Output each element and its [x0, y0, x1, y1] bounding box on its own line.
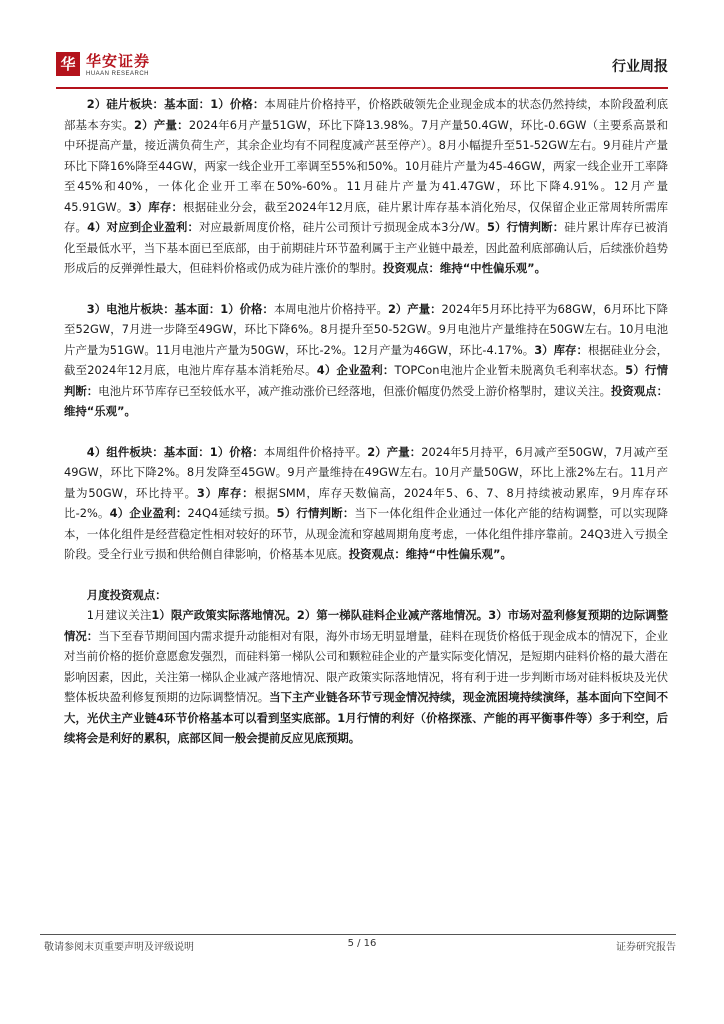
- text-run: TOPCon电池片企业暂未脱离负毛利率状态。: [394, 363, 626, 377]
- huaan-logo-icon: 华: [56, 52, 80, 76]
- bold-text-run: 投资观点：维持“乐观”。: [64, 383, 668, 418]
- bold-text-run: 投资观点：维持“中性偏乐观”。: [348, 547, 512, 561]
- bold-text-run: 2）产量：: [367, 444, 422, 459]
- paragraph-module: [64, 442, 668, 565]
- text-run: 对应最新周度价格，硅片公司预计亏损现金成本3分/W。: [198, 220, 487, 234]
- bold-text-run: 5）行情判断：: [64, 363, 668, 398]
- paragraph-cell: [64, 299, 668, 422]
- text-run: 1月建议关注: [86, 608, 152, 622]
- bold-text-run: 5）行情判断：: [276, 506, 355, 520]
- text-run: 根据硅业分会，截至2024年12月底，硅片累计库存基本消化殆尽，仅保留企业正常周转所需库存。: [64, 199, 668, 234]
- bold-text-run: 3）库存：: [128, 199, 184, 214]
- footer-divider: [40, 934, 676, 935]
- text-run: 2024年5月持平，6月减产至50GW，7月减产至49GW，环比下降2%。8月发降至45GW。9月产量维持在49GW左右。10月产量50GW，环比上涨2%左右。11月产量为50GW，环比持平。: [64, 444, 668, 500]
- text-run: 当下一体化组件企业通过一体化产能的结构调整，可以实现降本，一体化组件是经营稳定性相对较好的环节，从现金流和穿越周期角度考虑，一体化组件排序靠前。24Q3进入亏损全阶段。受全行业亏损和供给侧自律影响，价格基本见底。: [64, 506, 668, 561]
- report-body: [64, 94, 668, 749]
- page-header: [56, 52, 668, 88]
- text-run: 本周电池片价格持平。: [273, 301, 388, 316]
- text-run: 根据SMM，库存天数偏高，2024年5、6、7、8月持续被动累库，9月库存环比-2%。: [64, 485, 668, 520]
- text-run: 电池片环节库存已至较低水平，减产推动涨价已经落地，但涨价幅度仍然受上游价格掣肘，建议关注。: [98, 383, 611, 398]
- bold-text-run: 4）对应到企业盈利：: [87, 220, 199, 234]
- report-type-label: 行业周报: [612, 59, 668, 75]
- header-divider: [56, 87, 668, 89]
- footer-disclaimer: 敬请参阅末页重要声明及评级说明: [44, 942, 194, 953]
- footer-report-label: 证券研究报告: [616, 942, 676, 953]
- bold-text-run: 2）产量：: [387, 301, 442, 316]
- text-run: 2024年6月产量51GW，环比下降13.98%。7月产量50.4GW，环比-0.6GW（主要系高景和中环提高产量，接近满负荷生产，其余企业均有不同程度减产甚至停产）。8月小幅提升至51-52GW左右。9月硅片产量环比下降16%降至44GW，两家一线企业开工率调至55%和50%。10月硅片产量为45-46GW，两家一线企业开工率降至45%和40%，一体化企业开工率在50%-60%。11月硅片产量为41.47GW，环比下降4.91%。12月产量45.91GW。: [64, 117, 668, 214]
- bold-text-run: 当下主产业链各环节亏现金情况持续，现金流困境持续演绎，基本面向下空间不大，光伏主产业链4环节价格基本可以看到坚实底部。1月行情的利好（价格探涨、产能的再平衡事件等）多于利空，后续将会是利好的累积，底部区间一般会提前反应见底预期。: [64, 690, 668, 745]
- bold-text-run: 4）企业盈利：: [109, 506, 188, 520]
- text-run: 本周组件价格持平。: [263, 444, 368, 459]
- paragraph-wafer: [64, 94, 668, 279]
- paragraph-monthly: [64, 605, 668, 749]
- bold-text-run: 3）电池片板块：基本面：1）价格：: [86, 301, 274, 316]
- bold-text-run: 4）组件板块：基本面：1）价格：: [86, 444, 264, 459]
- bold-text-run: 投资观点：维持“中性偏乐观”。: [382, 261, 547, 275]
- text-run: 本周硅片价格持平，价格跌破领先企业现金成本的状态仍然持续，本阶段盈利底部基本夯实。: [64, 97, 668, 132]
- text-run: 当下至春节期间国内需求提升动能相对有限，海外市场无明显增量，硅料在现货价格低于现金成本的情况下，企业对当前价格的挺价意愿愈发强烈，而硅料第一梯队公司和颗粒硅企业的产量实际变化情况，是短期内硅料价格的最大潜在影响因素，因此，关注第一梯队企业减产落地情况、限产政策实际落地情况，将有利于进一步判断市场对硅料板块及光伏整体板块盈利修复预期的边际调整情况。: [64, 628, 668, 704]
- page-number: 5 / 16: [347, 938, 377, 949]
- bold-text-run: 3）库存：: [196, 485, 255, 500]
- monthly-view-title: 月度投资观点：: [86, 587, 167, 602]
- logo-text-cn: 华安证券: [86, 52, 151, 70]
- bold-text-run: 2）产量：: [133, 117, 189, 132]
- bold-text-run: 2）硅片板块：基本面：1）价格：: [86, 97, 265, 111]
- bold-text-run: 3）库存：: [534, 342, 588, 357]
- bold-text-run: 5）行情判断：: [486, 220, 565, 234]
- text-run: 2024年5月环比持平为68GW，6月环比下降至52GW，7月进一步降至49GW，环比下降6%。8月提升至50-52GW。9月电池片产量维持在50GW左右。10月电池片产量为51GW。11月电池片产量为50GW，环比-2%。12月产量为46GW，环比-4.17%。: [64, 301, 668, 357]
- text-run: 24Q4延续亏损。: [187, 506, 277, 520]
- text-run: 硅片累计库存已被消化至最低水平，当下基本面已至底部，由于前期硅片环节盈利属于主产业链中最差，因此盈利底部确认后，后续涨价趋势形成后的反弹弹性最大，但硅料价格或仍成为硅片涨价的掣肘。: [64, 220, 668, 275]
- bold-text-run: 1）限产政策实际落地情况。2）第一梯队硅料企业减产落地情况。3）市场对盈利修复预期的边际调整情况：: [64, 608, 669, 643]
- text-run: 根据硅业分会，截至2024年12月底，电池片库存基本消耗殆尽。: [64, 342, 668, 377]
- logo-text-en: HUAAN RESEARCH: [86, 71, 150, 77]
- bold-text-run: 4）企业盈利：: [316, 363, 395, 377]
